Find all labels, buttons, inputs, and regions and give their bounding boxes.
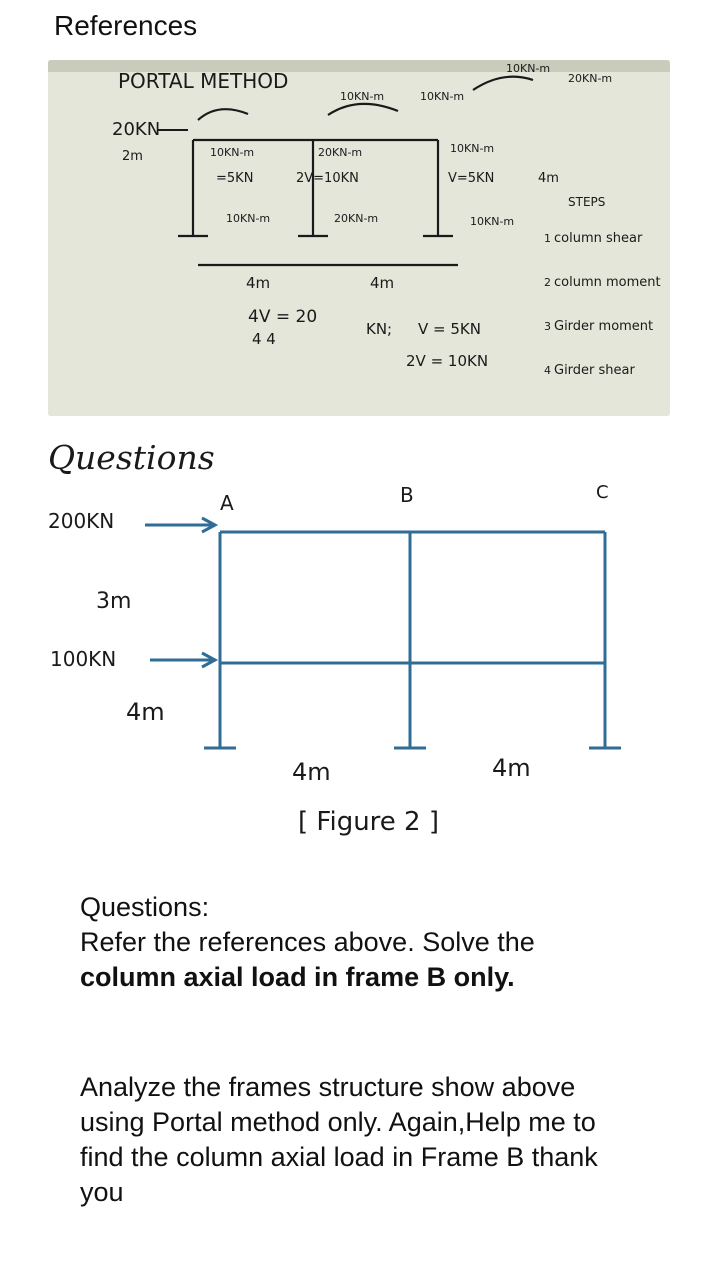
ref-label: 10KN-m [450,142,495,155]
question-block [80,890,600,995]
reference-photo [48,60,670,416]
ref-label: 2V=10KN [296,171,359,186]
span-right: 4m [492,754,531,782]
page-title: References [54,10,198,41]
step-item: column moment [554,275,661,290]
ref-label: 20KN-m [318,146,363,159]
ref-label: 10KN-m [210,146,255,159]
figure-caption: [ Figure 2 ] [298,807,440,837]
ref-label: 20KN-m [334,212,379,225]
ref-span-2: 4m [370,274,395,292]
question-text [80,925,600,995]
ref-label: 4m [538,171,559,186]
ref-load: 20KN [112,119,161,140]
load-top: 200KN [48,509,115,533]
ref-label: 10KN-m [340,90,385,103]
ref-eq-v: V = 5KN [418,320,481,338]
reference-sketch [48,60,670,416]
step-item: Girder shear [554,363,635,378]
ref-label: 10KN-m [420,90,465,103]
height-bottom: 4m [126,698,165,726]
step-item: column shear [554,231,643,246]
frame-members [145,518,621,748]
question-text-regular: Refer the references above. Solve the [80,927,535,957]
step-number: 4 [544,364,551,377]
ref-eq-1: 4V = 20 [248,307,318,327]
method-title: PORTAL METHOD [118,69,289,93]
ref-label: 20KN-m [568,72,613,85]
ref-span-1: 4m [246,274,271,292]
ref-height: 2m [122,149,143,164]
question-label: Questions: [80,892,210,922]
question-followup: Analyze the frames structure show above using Portal method only. Again,Help me to find the column axial load in Frame B thank you [80,1072,598,1207]
steps-title: STEPS [568,195,606,209]
ref-label: V=5KN [448,171,495,186]
ref-eq-2v: 2V = 10KN [406,352,489,370]
node-label-a: A [220,491,234,515]
load-middle: 100KN [50,647,117,671]
questions-heading-handwritten: Questions [48,438,215,477]
ref-label: 10KN-m [470,215,515,228]
node-label-b: B [400,483,414,507]
ref-label: =5KN [216,171,254,186]
ref-eq-unit: KN; [366,320,393,338]
height-top: 3m [96,589,132,614]
step-number: 2 [544,276,551,289]
ref-eq-1-den: 4 4 [252,330,276,348]
node-label-c: C [596,482,609,503]
question-text-bold: column axial load in frame B only. [80,962,515,992]
ref-label: 10KN-m [506,62,551,75]
step-number: 1 [544,232,551,245]
step-number: 3 [544,320,551,333]
step-item: Girder moment [554,319,654,334]
frame-figure [0,480,708,850]
span-left: 4m [292,758,331,786]
ref-label: 10KN-m [226,212,271,225]
